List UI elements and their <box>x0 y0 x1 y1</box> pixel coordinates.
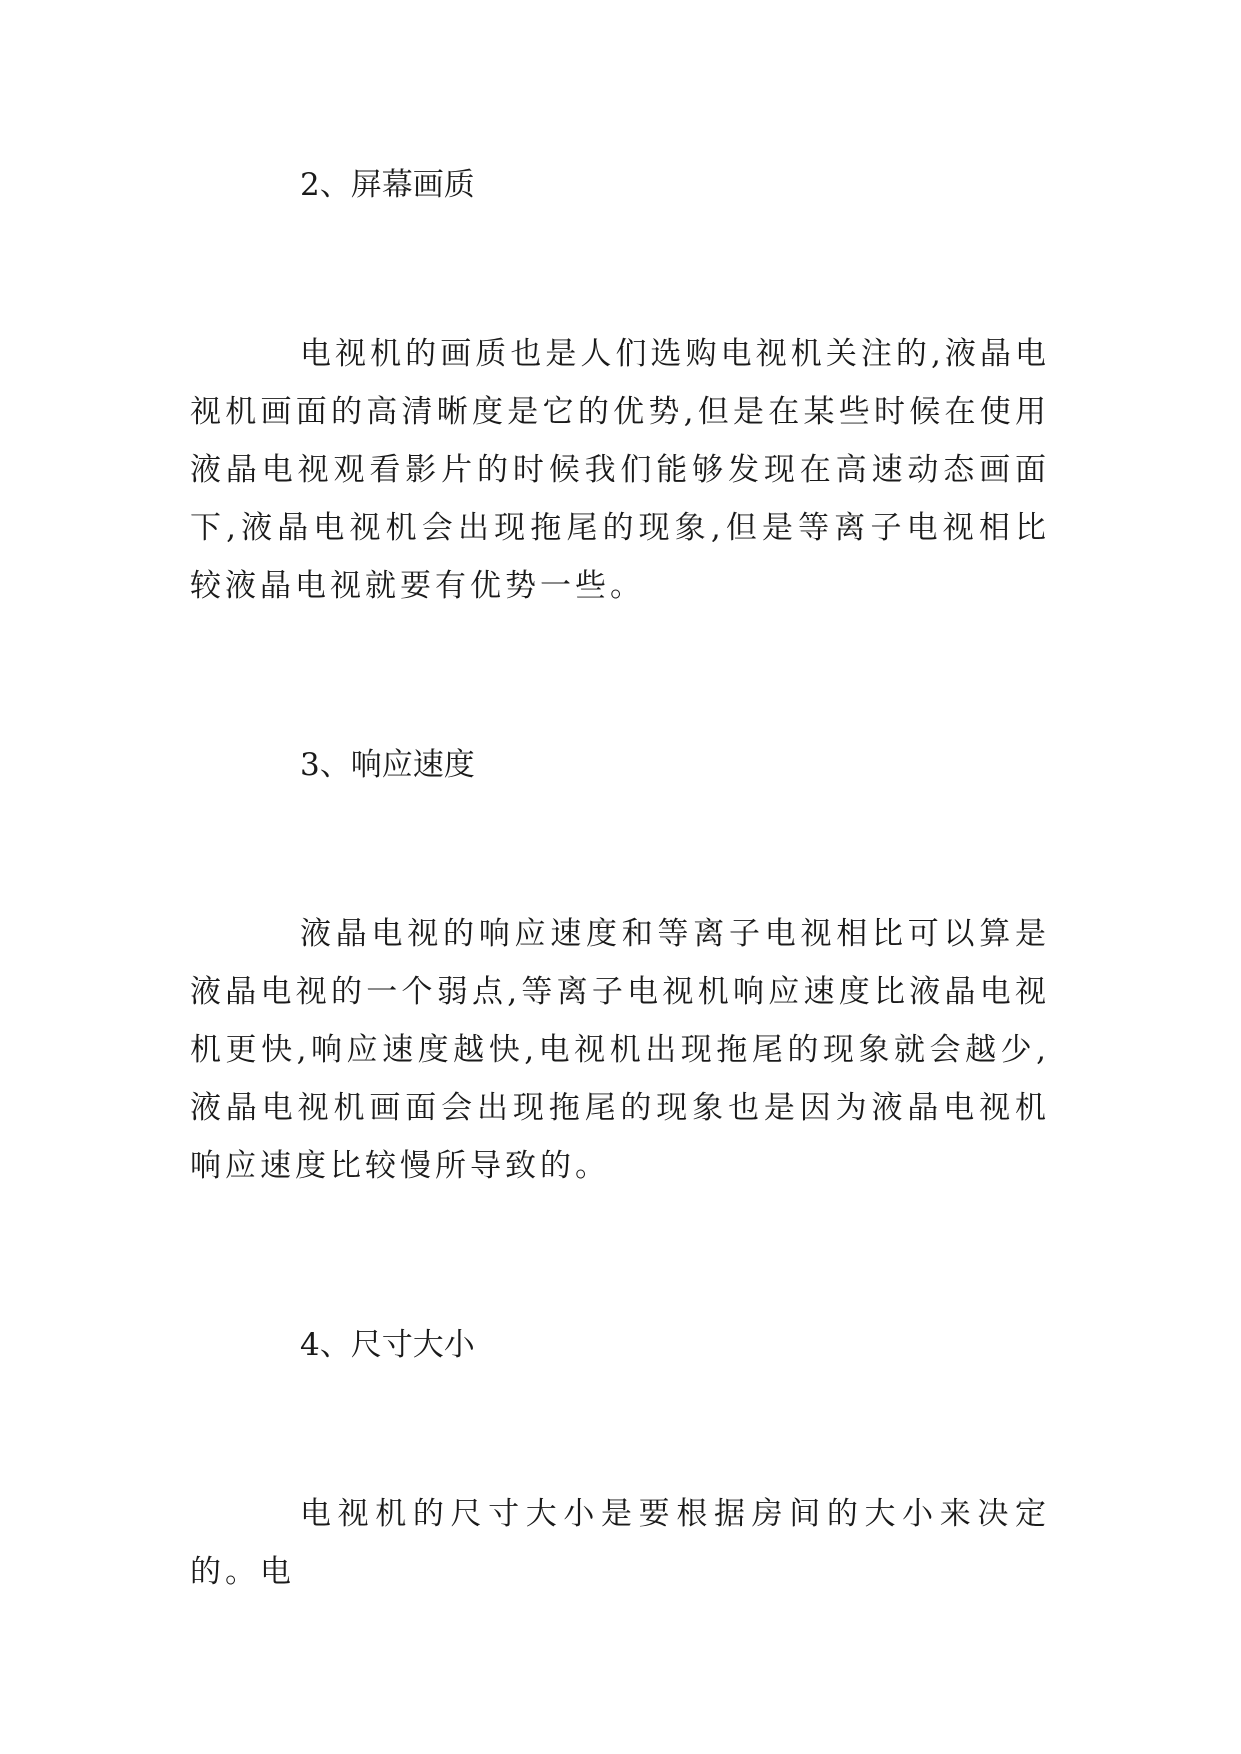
section-heading-size: 4、尺寸大小 <box>300 1327 475 1363</box>
paragraph-size: 电视机的尺寸大小是要根据房间的大小来决定的。电 <box>190 1496 1050 1590</box>
section-heading-response-speed: 3、响应速度 <box>300 747 475 783</box>
paragraph-screen-quality: 电视机的画质也是人们选购电视机关注的,液晶电视机画面的高清晰度是它的优势,但是在某些时候在使用液晶电视观看影片的时候我们能够发现在高速动态画面下,液晶电视机会出现拖尾的现象,但是等离子电视相比较液晶电视就要有优势一些。 <box>190 336 1050 604</box>
section-heading-screen-quality: 2、屏幕画质 <box>300 167 475 203</box>
paragraph-response-speed: 液晶电视的响应速度和等离子电视相比可以算是液晶电视的一个弱点,等离子电视机响应速度比液晶电视机更快,响应速度越快,电视机出现拖尾的现象就会越少,液晶电视机画面会出现拖尾的现象也是因为液晶电视机响应速度比较慢所导致的。 <box>190 916 1050 1184</box>
